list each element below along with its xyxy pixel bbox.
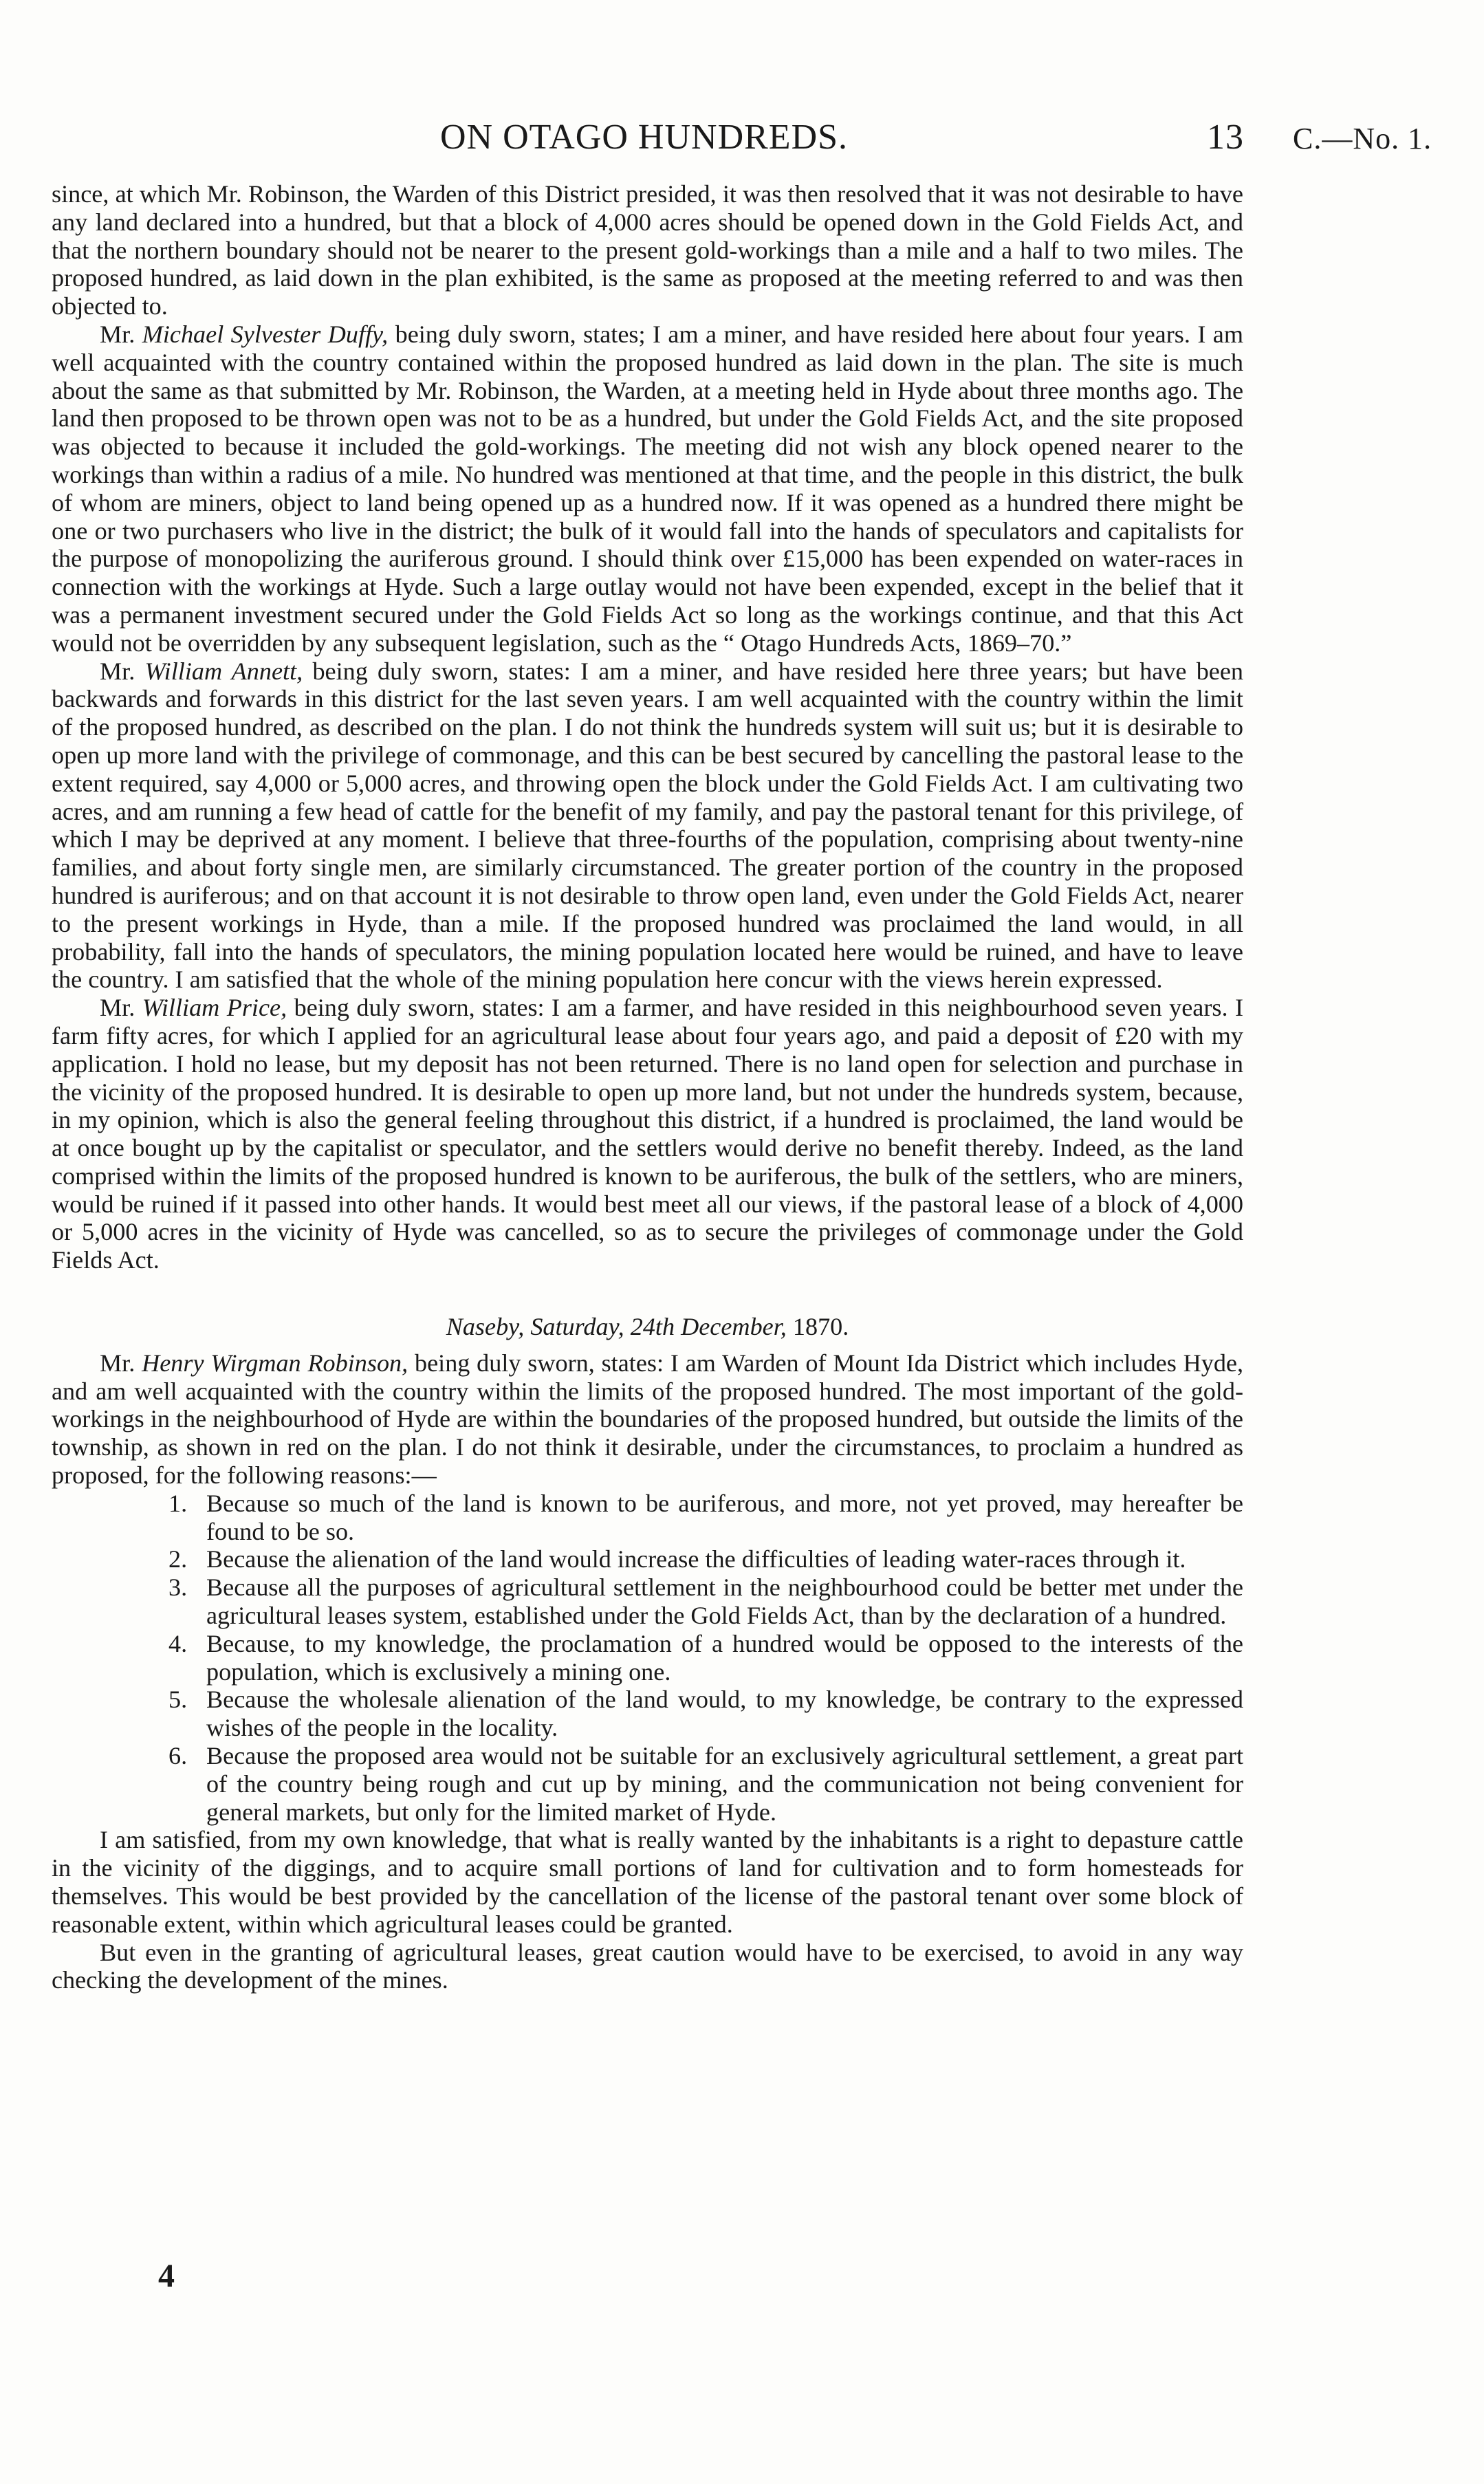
testimony-duffy: Mr. Michael Sylvester Duffy, being duly sworn, states; I am a miner, and have resided here about four years. I am well acquainted with the country contained within the proposed hundred as laid down in the plan. The site is much about the same as that submitted by Mr. Robinson, the Warden, at a meeting held in Hyde about three months ago. The land then proposed to be thrown open was not to be as a hundred, but under the Gold Fields Act, and the site proposed was objected to because it included the gold-workings. The meeting did not wish any block opened nearer to the workings than within a radius of a mile. No hundred was mentioned at that time, and the people in this district, the bulk of whom are miners, object to land being opened up as a hundred now. If it was opened as a hundred there might be one or two purchasers who live in the district; the bulk of it would fall into the hands of speculators and capitalists for the purpose of monopolizing the auriferous ground. I should think over £15,000 has been expended on water-races in connection with the workings at Hyde. Such a large outlay would not have been expended, except in the belief that it was a permanent investment secured under the Gold Fields Act so long as the workings continue, and that this Act would not be overridden by any subsequent legislation, such as the “ Otago Hundreds Acts, 1869–70.” xyxy=(52,320,1244,657)
closing-paragraph: But even in the granting of agricultural leases, great caution would have to be exercised, to avoid in any way checking the development of the mines. xyxy=(52,1938,1243,1994)
dateline: Naseby, Saturday, 24th December, 1870. xyxy=(446,1313,849,1341)
list-item: 4. Because, to my knowledge, the proclamation of a hundred would be opposed to the interests of the population, which is exclusively a mining one. xyxy=(168,1629,1243,1686)
signature-mark: 4 xyxy=(158,2258,175,2294)
witness-name: William Price, xyxy=(142,994,287,1022)
list-item: 5. Because the wholesale alienation of the land would, to my knowledge, be contrary to the expressed wishes of the people in the locality. xyxy=(168,1686,1243,1742)
list-item: 2. Because the alienation of the land would increase the difficulties of leading water-races through it. xyxy=(168,1545,1186,1573)
witness-name: Henry Wirgman Robinson, xyxy=(142,1349,408,1377)
running-header-title: ON OTAGO HUNDREDS. xyxy=(440,118,849,157)
document-body xyxy=(52,180,1243,1994)
document-reference: C.—No. 1. xyxy=(1293,122,1432,155)
list-item: 3. Because all the purposes of agricultural settlement in the neighbourhood could be better met under the agricultural leases system, established under the Gold Fields Act, than by the declaration of a hundred. xyxy=(168,1573,1243,1630)
testimony-price: Mr. William Price, being duly sworn, states: I am a farmer, and have resided in this neighbourhood seven years. I farm fifty acres, for which I applied for an agricultural lease about four years ago, and paid a deposit of £20 with my application. I hold no lease, but my deposit has not been returned. There is no land open for selection and purchase in the vicinity of the proposed hundred. It is desirable to open up more land, but not under the hundreds system, because, in my opinion, which is also the general feeling throughout this district, if a hundred is proclaimed, the land would be at once bought up by the capitalist or speculator, and the settlers would derive no benefit thereby. Indeed, as the land comprised within the limits of the proposed hundred is known to be auriferous, the bulk of the settlers, who are miners, would be ruined if it passed into other hands. It would best meet all our views, if the pastoral lease of a block of 4,000 or 5,000 acres in the vicinity of Hyde was cancelled, so as to secure the privileges of commonage under the Gold Fields Act. xyxy=(52,994,1243,1274)
witness-name: William Annett, xyxy=(144,657,303,685)
testimony-annett: Mr. William Annett, being duly sworn, states: I am a miner, and have resided here three years; but have been backwards and forwards in this district for the last seven years. I am well acquainted with the country within the limit of the proposed hundred, as described on the plan. I do not think the hundreds system will suit us; but it is desirable to open up more land with the privilege of commonage, and this can be best secured by cancelling the pastoral lease to the extent required, say 4,000 or 5,000 acres, and throwing open the block under the Gold Fields Act. I am cultivating two acres, and am running a few head of cattle for the benefit of my family, and pay the pastoral tenant for this privilege, of which I may be deprived at any moment. I believe that three-fourths of the population, comprising about twenty-nine families, and about forty single men, are similarly circumstanced. The greater portion of the country in the proposed hundred is auriferous; and on that account it is not desirable to throw open land, even under the Gold Fields Act, nearer to the present workings in Hyde, than a mile. If the proposed hundred was proclaimed the land would, in all probability, fall into the hands of speculators, the mining population located here would be ruined, and have to leave the country. I am satisfied that the whole of the mining population here concur with the views herein expressed. xyxy=(52,657,1244,994)
testimony-robinson: Mr. Henry Wirgman Robinson, being duly sworn, states: I am Warden of Mount Ida District which includes Hyde, and am well acquainted with the country within the limits of the proposed hundred. The most important of the gold-workings in the neighbourhood of Hyde are within the boundaries of the proposed hundred, but outside the limits of the township, as shown in red on the plan. I do not think it desirable, under the circumstances, to proclaim a hundred as proposed, for the following reasons:— xyxy=(52,1349,1244,1490)
closing-paragraph: I am satisfied, from my own knowledge, that what is really wanted by the inhabitants is a right to depasture cattle in the vicinity of the diggings, and to acquire small portions of land for cultivation and to form homesteads for themselves. This would be best provided by the cancellation of the license of the pastoral tenant over some block of reasonable extent, within which agricultural leases could be granted. xyxy=(52,1826,1243,1938)
paragraph-continuation: since, at which Mr. Robinson, the Warden of this District presided, it was then resolved that it was not desirable to have any land declared into a hundred, but that a block of 4,000 acres should be opened down in the Gold Fields Act, and that the northern boundary should not be nearer to the present gold-workings than a mile and a half to two miles. The proposed hundred, as laid down in the plan exhibited, is the same as proposed at the meeting referred to and was then objected to. xyxy=(52,180,1243,320)
reasons-list xyxy=(168,1490,1243,1827)
page-number: 13 xyxy=(1207,118,1244,157)
list-item: 6. Because the proposed area would not be suitable for an exclusively agricultural settlement, a great part of the country being rough and cut up by mining, and the communication not being convenient for general markets, but only for the limited market of Hyde. xyxy=(168,1742,1243,1826)
list-item: 1. Because so much of the land is known to be auriferous, and more, not yet proved, may hereafter be found to be so. xyxy=(168,1489,1243,1545)
witness-name: Michael Sylvester Duffy, xyxy=(142,320,389,348)
